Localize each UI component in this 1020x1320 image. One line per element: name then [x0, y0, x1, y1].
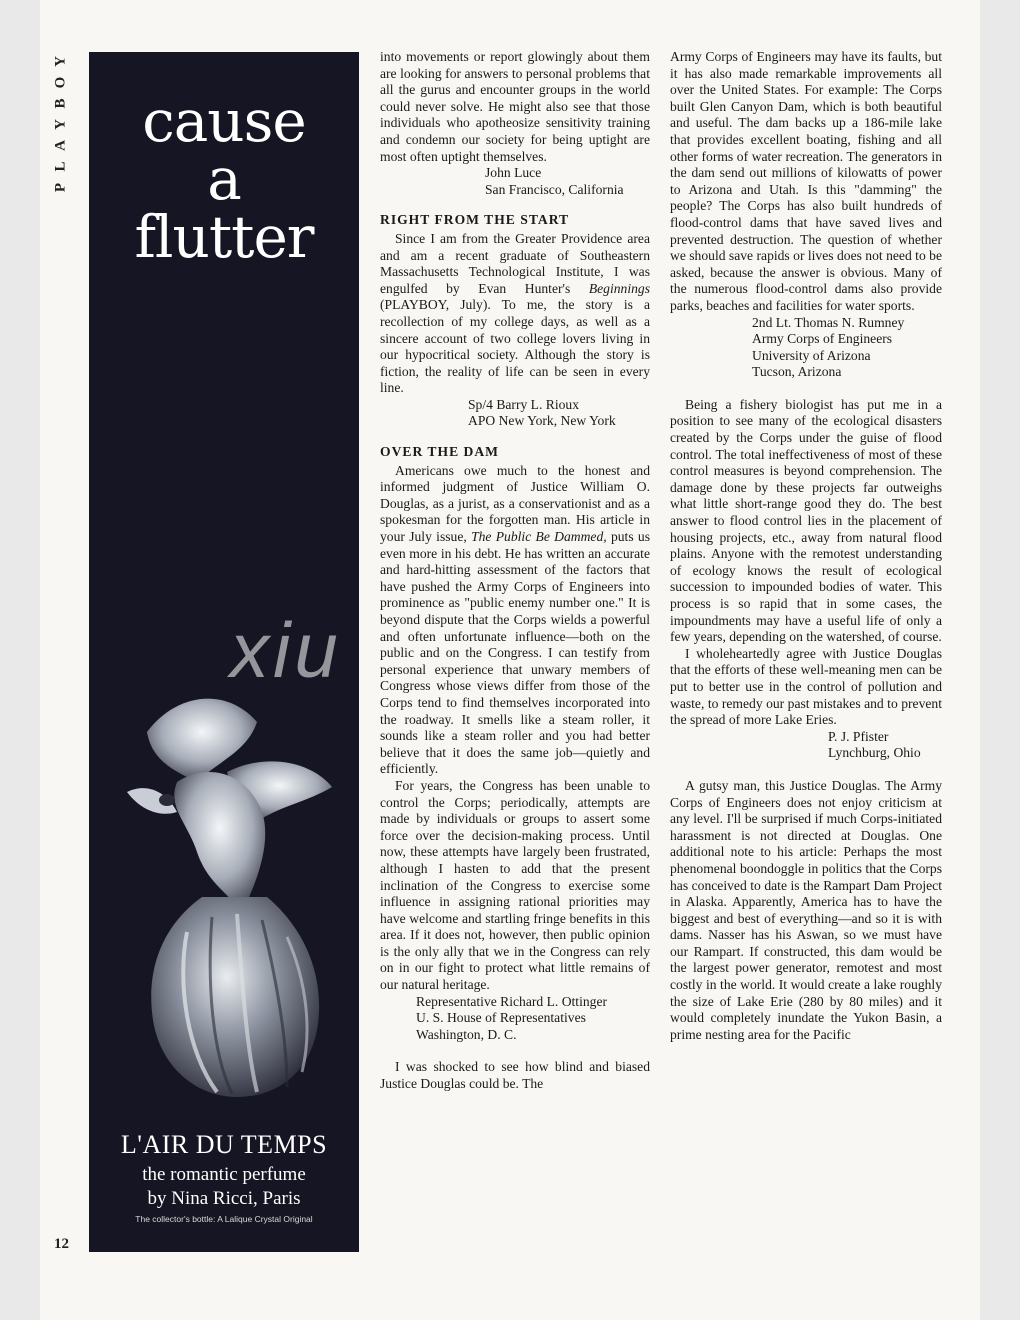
ad-brand-name: L'AIR DU TEMPS: [120, 1130, 328, 1159]
running-head-letter: L: [52, 159, 69, 172]
letter-signature: [670, 729, 942, 762]
letter-heading: RIGHT FROM THE START: [380, 212, 570, 228]
ad-headline-line: cause: [142, 87, 306, 155]
running-head: [50, 50, 72, 197]
ad-caption: The collector's bottle: A Lalique Crystal Original: [135, 1214, 313, 1224]
signature-title: U. S. House of Representatives: [416, 1010, 586, 1026]
letter-paragraph: Army Corps of Engineers may have its faults, but it has also made remarkable improvements all over the United States. For example: The Corps built Glen Canyon Dam, which is both beautiful and useful. The dam backs up a 186-mile lake that provides excellent boating, fishing and all other forms of water recreation. The generators in the dam send out millions of kilowatts of power to Arizona and Utah. Is this "damming" the people? The Corps has also built hundreds of flood-control dams that have saved lives and prevented destruction. The question of whether we should save rapids or lives does not need to be asked, because the answer is obvious. Many of the numerous flood-control dams also provide parks, beaches and facilities for water sports.: [670, 49, 942, 313]
signature-place: APO New York, New York: [468, 413, 616, 429]
ad-headline-line: a: [207, 145, 241, 213]
letter-paragraph: into movements or report glowingly about them are looking for answers to personal problems that all the gurus and encounter groups in the world could never solve. He might also see that those individuals who apotheosize sensitivity training and condemn our society for being uptight are most often uptight themselves.: [380, 49, 650, 164]
signature-name: Representative Richard L. Ottinger: [416, 993, 608, 1009]
article-title: The Public Be Dammed,: [471, 529, 607, 545]
ad-brand-block: [89, 1130, 359, 1210]
signature-title: University of Arizona: [752, 347, 871, 363]
signature-name: Sp/4 Barry L. Rioux: [468, 396, 580, 412]
article-title: Beginnings: [588, 280, 650, 296]
letter-signature: [380, 994, 650, 1044]
letter-paragraph: I was shocked to see how blind and biased Justice Douglas could be. The: [380, 1059, 650, 1092]
letter-paragraph: Since I am from the Greater Providence area and am a recent graduate of Southeastern Massachusetts Technological Institute, I was engulfed by Evan Hunter's Beginnings (PLAYBOY, July). To me, the story is a recollection of my college days, as well as a sincere account of two college lovers living in our hypocritical society. Although the story is fiction, the reality of life can be seen in every line.: [380, 230, 650, 396]
letter-paragraph: Being a fishery biologist has put me in a position to see many of the ecological disasters created by the Corps under the guise of flood control. The total ineffectiveness of most of these control measures is beyond comprehension. The damage done by these projects far outweighs what little short-range good they do. The best answer to flood control lies in the placement of housing projects, etc., away from natural flood plains. Anyone with the remotest understanding of ecology knows the result of ecological succession to impounded bodies of water. This process is so rapid that in some cases, the impoundments may have a useful life of only a few years, depending on the watershed, of course.: [670, 396, 942, 645]
running-head-letter: A: [52, 138, 69, 151]
ad-tagline: by Nina Ricci, Paris: [147, 1188, 301, 1209]
page-number: 12: [54, 1236, 69, 1252]
letter-heading: OVER THE DAM: [380, 444, 499, 460]
ad-headline: [89, 87, 359, 271]
letter-signature: [670, 315, 942, 381]
running-head-letter: Y: [52, 117, 69, 130]
letter-paragraph: I wholeheartedly agree with Justice Douglas that the efforts of these well-meaning men can be put to better use in the control of pollution and waste, to remedy our past mistakes and to prevent the spread of more Lake Eries.: [670, 645, 942, 728]
letter-paragraph: Americans owe much to the honest and informed judgment of Justice William O. Douglas, as a jurist, as a conservationist and as a spokesman for the forgotten man. His article in your July issue, The Public Be Dammed, puts us even more in his debt. He has written an accurate and hard-hitting assessment of the factors that have pushed the Army Corps of Engineers into prominence as "public enemy number one." It is beyond dispute that the Corps wields a powerful and often unfortunate influence—both on the public and on the Congress. I can testify from personal experience that unwary members of Congress whose views differ from those of the Corps tend to find themselves incorporated into the roadway. It smells like a steam roller, it sounds like a steam roller and you had better believe that it does the same job—quietly and efficiently.: [380, 462, 651, 777]
bottle-body-shape: [151, 897, 319, 1097]
perfume-bottle-image: [107, 692, 347, 1112]
running-head-letter: P: [52, 180, 69, 193]
running-head-letter: Y: [52, 54, 69, 67]
letters-column-1: [380, 49, 650, 1093]
running-head-letter: O: [52, 74, 69, 89]
letters-column-2: [670, 49, 942, 1043]
letter-signature: [380, 165, 650, 198]
perfume-advertisement: [89, 52, 359, 1252]
signature-place: Lynchburg, Ohio: [828, 745, 921, 761]
letter-signature: [380, 397, 650, 430]
signature-title: Army Corps of Engineers: [752, 331, 893, 347]
letter-paragraph: For years, the Congress has been unable to control the Corps; periodically, attempts are made by individuals or groups to assert some force over the decision-making process. Until now, these attempts have largely been frustrated, although I hasten to add that the present inclination of the Congress to exercise some influence in assigning rational priorities may have welcome and startling fringe benefits in this area. If it does not, however, then public opinion is the only ally that we in the Congress can rely on in our fight to protect what little remains of our natural heritage.: [380, 777, 650, 993]
signature-place: Washington, D. C.: [416, 1026, 517, 1042]
letter-paragraph: A gutsy man, this Justice Douglas. The Army Corps of Engineers does not enjoy criticism at any level. I'll be surprised if much Corps-initiated harassment is not directed at Douglas. One additional note to his article: Perhaps the most phenomenal boondoggle in politics that the Corps has conceived to date is the Rampart Dam Project in Alaska. Apparently, America has to have the biggest and best of everything—and so it is with dams. Nasser has his Aswan, so we must have our Rampart. If constructed, this dam would be the largest power generator, remotest and most costly in the world. It would create a lake roughly the size of Lake Erie (280 by 80 miles) and it would completely inundate the Yukon Basin, a prime nesting area for the Pacific: [670, 777, 942, 1042]
watermark: xiu: [230, 606, 342, 694]
signature-name: 2nd Lt. Thomas N. Rumney: [752, 314, 905, 330]
signature-name: John Luce: [485, 165, 542, 181]
ad-tagline: the romantic perfume: [142, 1164, 306, 1185]
ad-headline-line: flutter: [134, 203, 314, 271]
signature-name: P. J. Pfister: [828, 728, 889, 744]
signature-place: San Francisco, California: [485, 181, 624, 197]
running-head-letter: B: [52, 96, 69, 109]
signature-place: Tucson, Arizona: [752, 364, 842, 380]
